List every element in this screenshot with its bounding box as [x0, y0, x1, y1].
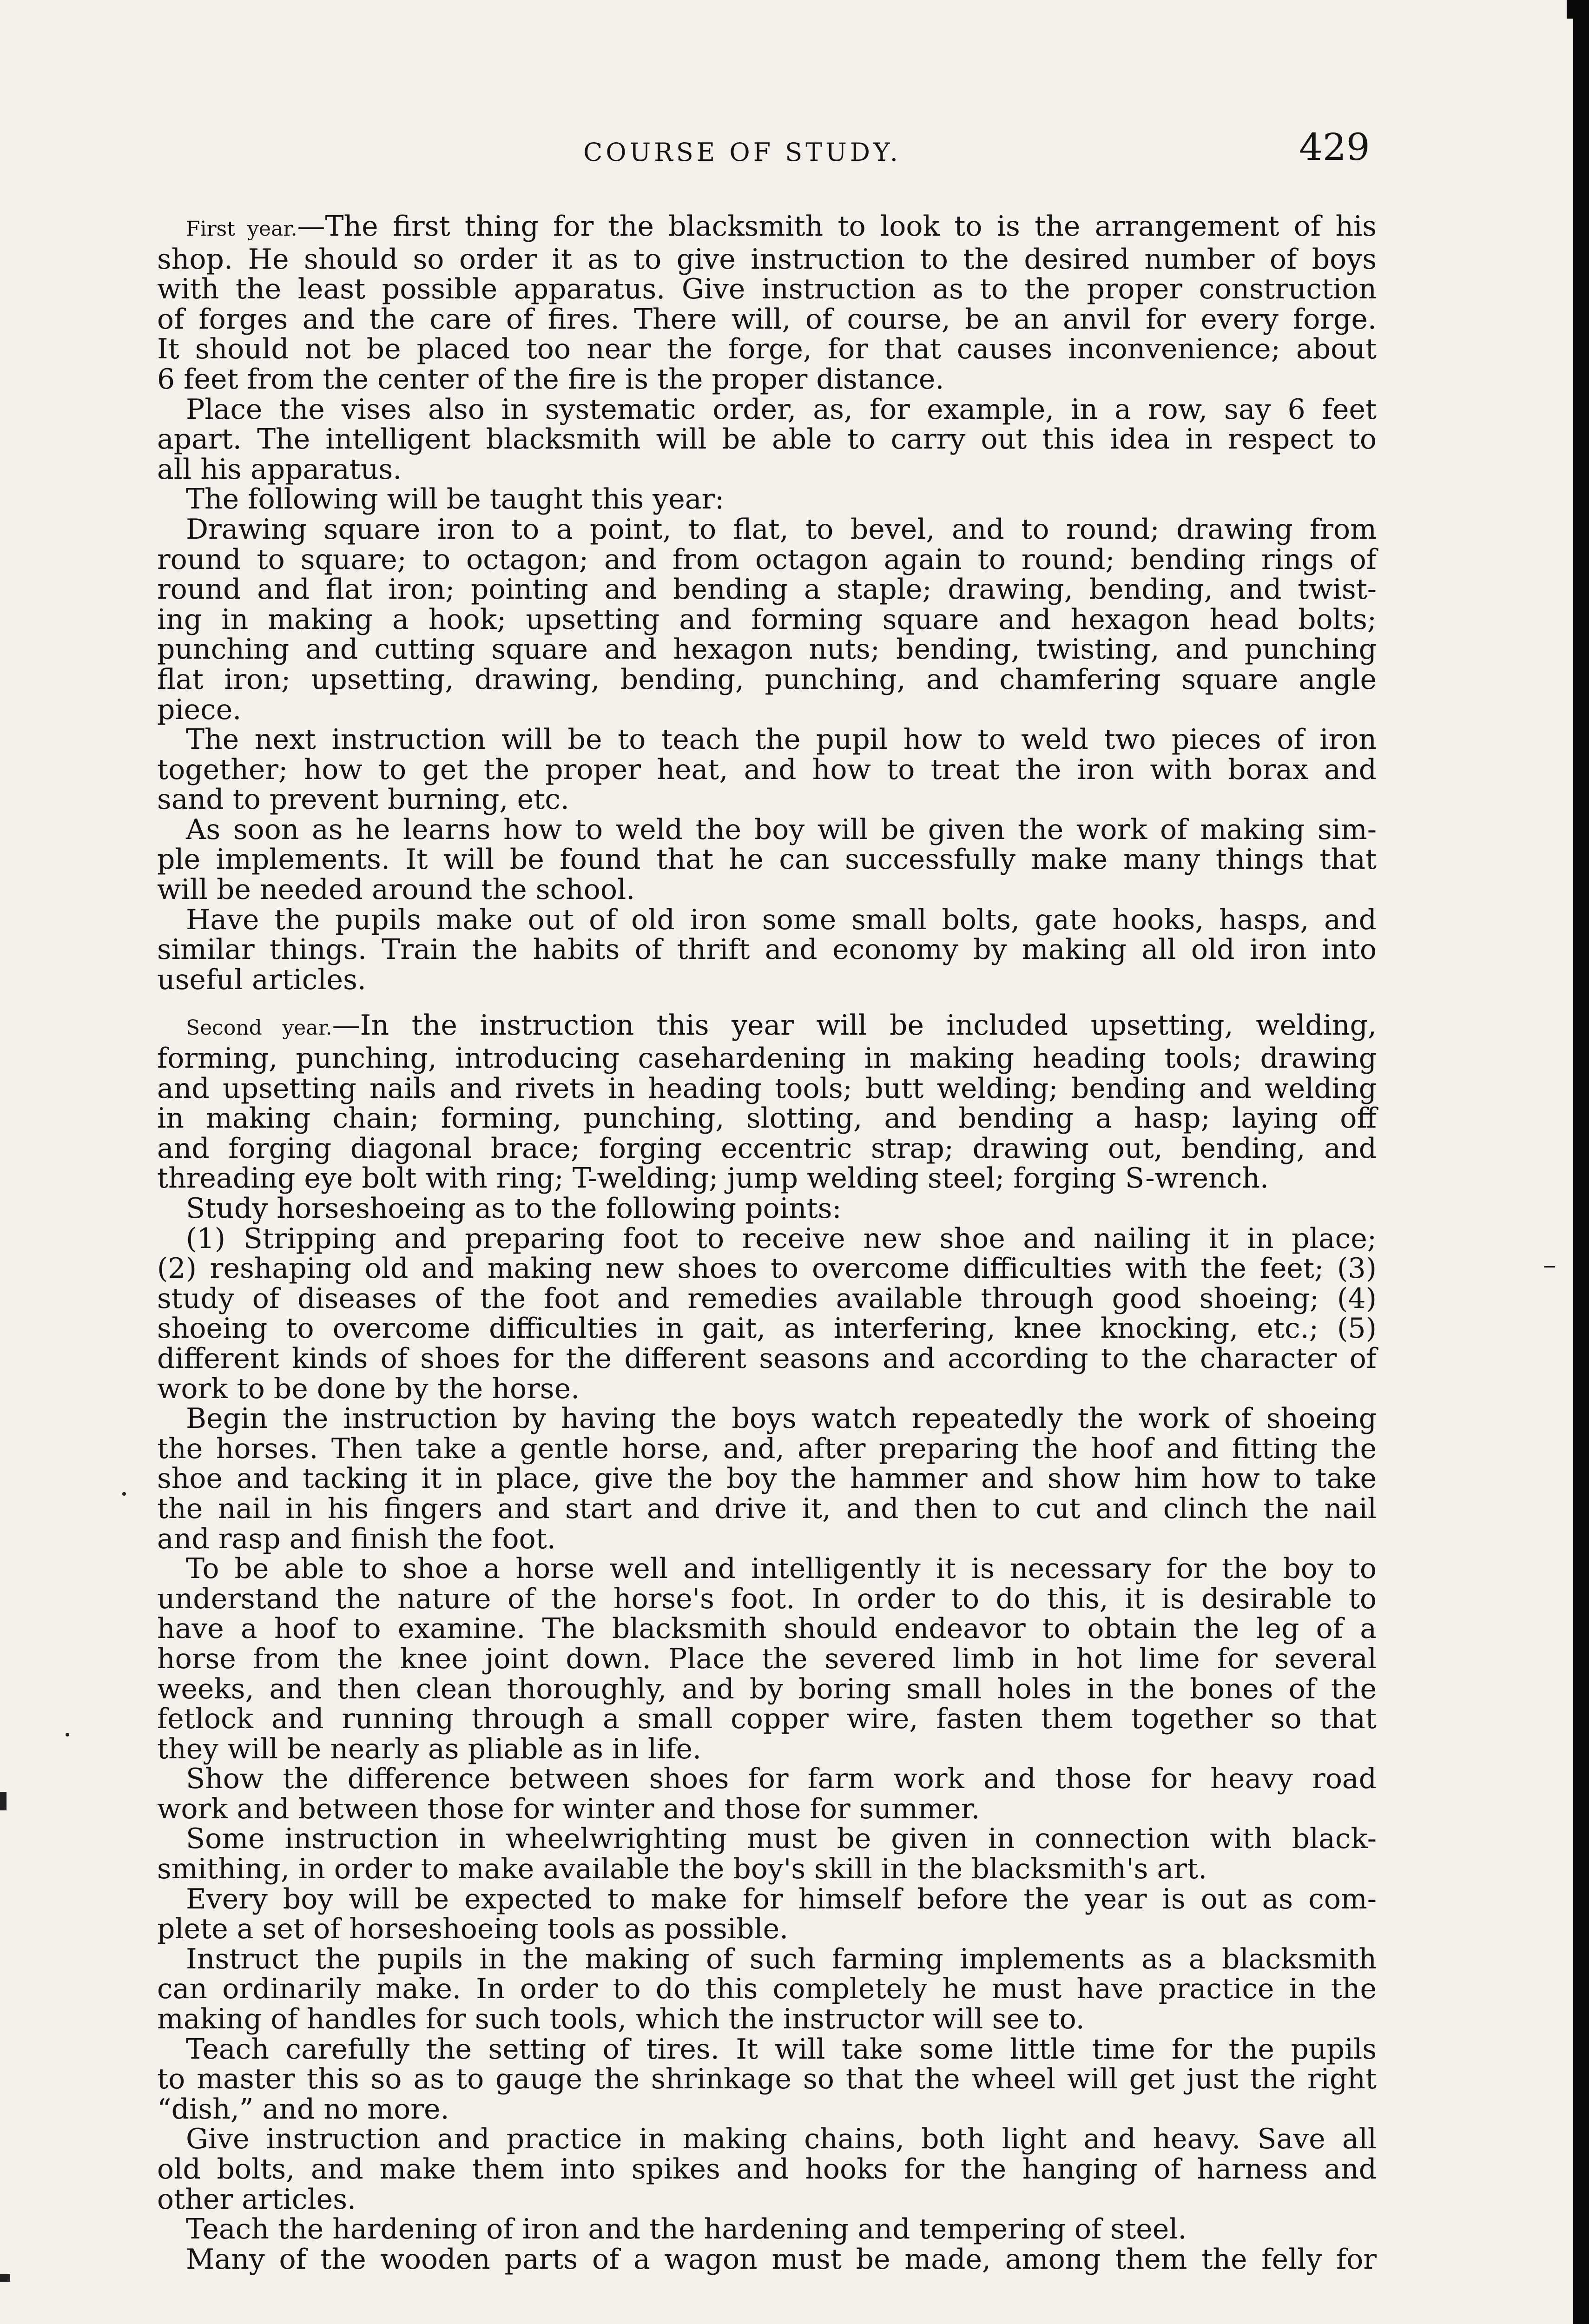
text-line: with the least possible apparatus. Give instruction as to the proper construction [157, 273, 1377, 306]
text-line: flat iron; upsetting, drawing, bending, punching, and chamfering square angle [157, 663, 1377, 696]
running-head: COURSE OF STUDY. [583, 138, 901, 167]
text-line: Some instruction in wheelwrighting must be given in connection with black- [186, 1822, 1377, 1855]
text-line: horse from the knee joint down. Place the severed limb in hot lime for several [157, 1642, 1377, 1675]
text-line: all his apparatus. [157, 453, 402, 486]
section-lead-first-year: First year. [186, 217, 297, 241]
text-line: have a hoof to examine. The blacksmith should endeavor to obtain the leg of a [157, 1612, 1377, 1645]
text-line: they will be nearly as pliable as in life. [157, 1732, 702, 1765]
text-line: 6 feet from the center of the fire is the proper distance. [157, 363, 944, 396]
body-text [157, 211, 1377, 2274]
text-line: (2) reshaping old and making new shoes to overcome difficulties with the feet; (3) [157, 1252, 1377, 1285]
text-line: will be needed around the school. [157, 873, 635, 906]
text-line: Have the pupils make out of old iron some small bolts, gate hooks, hasps, and [186, 903, 1377, 936]
text-line: The next instruction will be to teach the pupil how to weld two pieces of iron [186, 723, 1377, 756]
text-line: The following will be taught this year: [186, 483, 725, 516]
text-line: round and flat iron; pointing and bending a staple; drawing, bending, and twist- [157, 573, 1377, 606]
text-line: together; how to get the proper heat, and how to treat the iron with borax and [157, 753, 1377, 786]
text-line: Begin the instruction by having the boys watch repeatedly the work of shoeing [186, 1402, 1377, 1435]
text-line: and forging diagonal brace; forging eccentric strap; drawing out, bending, and [157, 1132, 1377, 1165]
text-line: apart. The intelligent blacksmith will be able to carry out this idea in respect to [157, 423, 1377, 456]
text-line: ing in making a hook; upsetting and forming square and hexagon head bolts; [157, 603, 1377, 636]
page-edge-shadow [1573, 0, 1589, 2324]
text-line: First year.—The first thing for the blacksmith to look to is the arrangement of his [186, 210, 1377, 243]
margin-dot [122, 1492, 126, 1496]
text-line: shoe and tacking it in place, give the boy the hammer and show him how to take [157, 1462, 1377, 1495]
text-line: and rasp and finish the foot. [157, 1522, 556, 1555]
page-edge-tick [1567, 0, 1573, 19]
text-line: and upsetting nails and rivets in heading tools; butt welding; bending and welding [157, 1072, 1377, 1105]
text-line: the nail in his fingers and start and drive it, and then to cut and clinch the nail [157, 1492, 1377, 1525]
text-line: Every boy will be expected to make for himself before the year is out as com- [186, 1882, 1377, 1915]
text-line: sand to prevent burning, etc. [157, 783, 569, 816]
text-line: making of handles for such tools, which the instructor will see to. [157, 2003, 1085, 2036]
text-line: useful articles. [157, 963, 366, 996]
text-line: Instruct the pupils in the making of such farming implements as a blacksmith [186, 1942, 1377, 1975]
text-line: Drawing square iron to a point, to flat, to bevel, and to round; drawing from [186, 513, 1377, 546]
text-line: can ordinarily make. In order to do this completely he must have practice in the [157, 1973, 1377, 2006]
margin-dot [66, 1733, 69, 1736]
text-line: Give instruction and practice in making chains, both light and heavy. Save all [186, 2123, 1377, 2156]
text-line: to master this so as to gauge the shrinkage so that the wheel will get just the right [157, 2063, 1377, 2096]
text-line: plete a set of horseshoeing tools as possible. [157, 1913, 789, 1946]
text-line: Show the difference between shoes for farm work and those for heavy road [186, 1763, 1377, 1796]
text-line: To be able to shoe a horse well and intelligently it is necessary for the boy to [186, 1552, 1377, 1585]
text-line: study of diseases of the foot and remedies available through good shoeing; (4) [157, 1282, 1377, 1315]
text-line: work and between those for winter and those for summer. [157, 1792, 980, 1825]
text-line: of forges and the care of fires. There will, of course, be an anvil for every forge. [157, 303, 1377, 336]
text-line: other articles. [157, 2183, 356, 2216]
text-line: Second year.—In the instruction this year will be included upsetting, welding, [186, 1009, 1377, 1042]
text-line: work to be done by the horse. [157, 1372, 580, 1405]
text-line: fetlock and running through a small copper wire, fasten them together so that [157, 1703, 1377, 1736]
text-line: similar things. Train the habits of thrift and economy by making all old iron into [157, 933, 1377, 966]
text-line: punching and cutting square and hexagon nuts; bending, twisting, and punching [157, 633, 1377, 666]
text-line: Many of the wooden parts of a wagon must be made, among them the felly for [186, 2243, 1377, 2276]
text-line: round to square; to octagon; and from octagon again to round; bending rings of [157, 543, 1377, 576]
text-line: threading eye bolt with ring; T-welding; jump welding steel; forging S-wrench. [157, 1162, 1269, 1195]
page-number: 429 [1299, 125, 1370, 169]
text-line: different kinds of shoes for the different seasons and according to the character of [157, 1342, 1377, 1375]
section-lead-second-year: Second year. [186, 1016, 332, 1040]
margin-mark [0, 2274, 10, 2282]
text-line: weeks, and then clean thoroughly, and by boring small holes in the bones of the [157, 1672, 1377, 1705]
text-line: It should not be placed too near the forge, for that causes inconvenience; about [157, 333, 1377, 366]
text-line: Study horseshoeing as to the following points: [186, 1192, 842, 1225]
text-line: Teach carefully the setting of tires. It will take some little time for the pupils [186, 2033, 1377, 2066]
margin-mark [1544, 1266, 1555, 1268]
text-line: piece. [157, 693, 242, 726]
margin-mark [0, 1792, 7, 1810]
text-line: (1) Stripping and preparing foot to receive new shoe and nailing it in place; [186, 1222, 1377, 1255]
text-line: “dish,” and no more. [157, 2093, 449, 2126]
text-line: shoeing to overcome difficulties in gait, as interfering, knee knocking, etc.; (5) [157, 1312, 1377, 1345]
text-line: forming, punching, introducing casehardening in making heading tools; drawing [157, 1042, 1377, 1075]
text-line: the horses. Then take a gentle horse, and, after preparing the hoof and fitting the [157, 1432, 1377, 1465]
text-line: Teach the hardening of iron and the hardening and tempering of steel. [186, 2213, 1187, 2246]
text-line: in making chain; forming, punching, slotting, and bending a hasp; laying off [157, 1102, 1377, 1135]
text-line: smithing, in order to make available the boy's skill in the blacksmith's art. [157, 1853, 1207, 1886]
text-line: As soon as he learns how to weld the boy will be given the work of making sim- [186, 813, 1377, 846]
text-line: ple implements. It will be found that he can successfully make many things that [157, 843, 1377, 876]
text-line: understand the nature of the horse's foot. In order to do this, it is desirable to [157, 1582, 1377, 1615]
text-line: shop. He should so order it as to give instruction to the desired number of boys [157, 243, 1377, 276]
text-line: Place the vises also in systematic order, as, for example, in a row, say 6 feet [186, 393, 1377, 426]
text-line: old bolts, and make them into spikes and hooks for the hanging of harness and [157, 2153, 1377, 2185]
